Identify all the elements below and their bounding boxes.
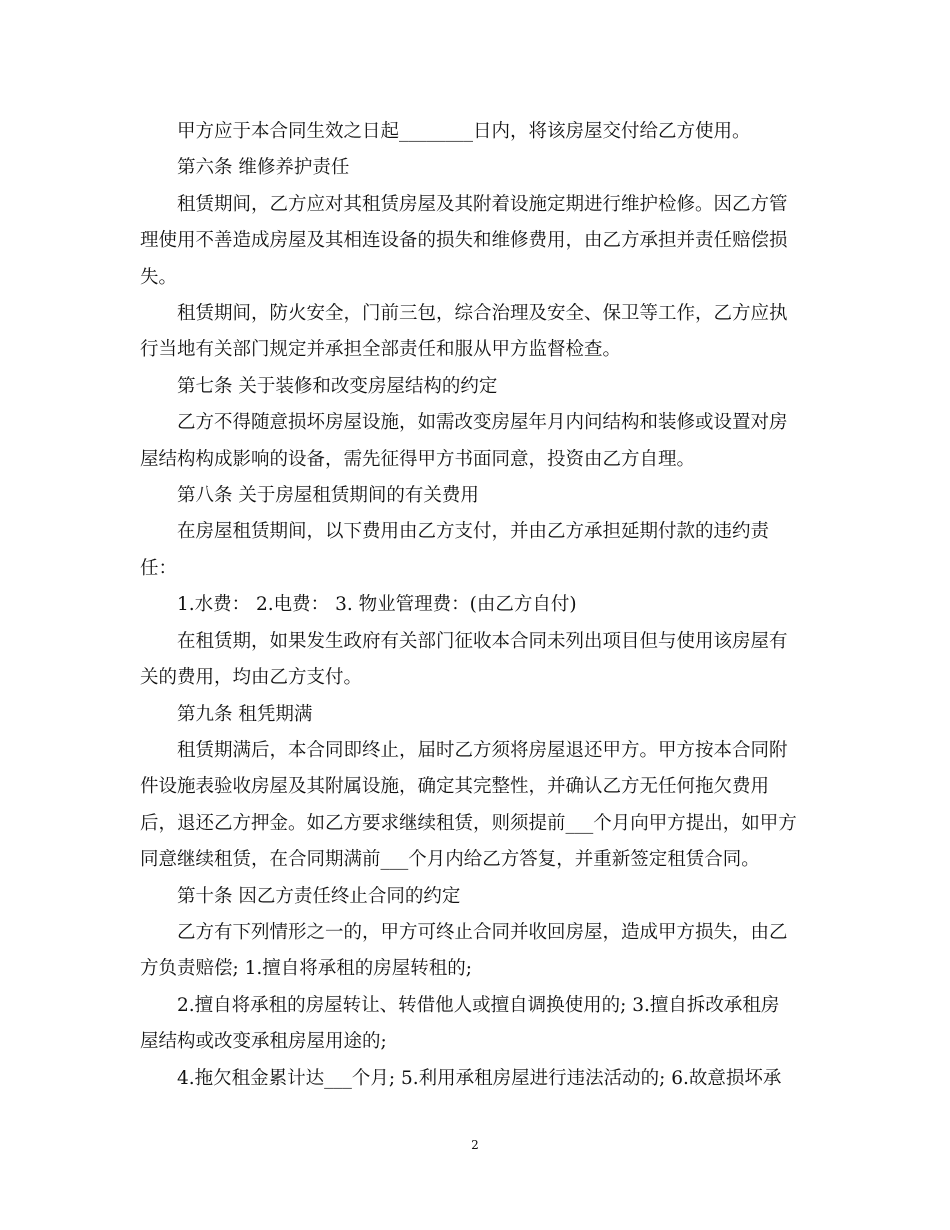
paragraph bbox=[140, 733, 812, 879]
text-line: 第十条 因乙方责任终止合同的约定 bbox=[177, 885, 461, 907]
text-line: 同意继续租赁，在合同期满前___个月内给乙方答复，并重新签定租赁合同。 bbox=[140, 849, 760, 871]
text-line: 第九条 租凭期满 bbox=[177, 703, 313, 725]
text-line: 理使用不善造成房屋及其相连设备的损失和维修费用，由乙方承担并责任赔偿损 bbox=[140, 230, 788, 252]
article-heading bbox=[140, 150, 812, 186]
text-line: 第八条 关于房屋租赁期间的有关费用 bbox=[177, 485, 479, 507]
text-line: 任： bbox=[140, 557, 178, 579]
text-line: 1.水费： 2.电费： 3. 物业管理费：(由乙方自付) bbox=[177, 594, 577, 616]
paragraph bbox=[140, 988, 812, 1061]
text-line: 在房屋租赁期间，以下费用由乙方支付，并由乙方承担延期付款的违约责 bbox=[177, 521, 770, 543]
paragraph bbox=[140, 587, 812, 623]
page-number: 2 bbox=[471, 1138, 479, 1152]
text-line: 方负责赔偿; 1.擅自将承租的房屋转租的; bbox=[140, 958, 472, 980]
article-heading bbox=[140, 879, 812, 915]
text-line: 关的费用，均由乙方支付。 bbox=[140, 667, 363, 689]
text-line: 乙方不得随意损坏房屋设施，如需改变房屋年月内问结构和装修或设置对房 bbox=[177, 412, 788, 434]
paragraph bbox=[140, 514, 812, 587]
paragraph bbox=[140, 624, 812, 697]
text-line: 第六条 维修养护责任 bbox=[177, 157, 350, 179]
text-line: 屋结构构成影响的设备，需先征得甲方书面同意，投资由乙方自理。 bbox=[140, 448, 696, 470]
text-line: 失。 bbox=[140, 266, 178, 288]
paragraph bbox=[140, 405, 812, 478]
text-line: 甲方应于本合同生效之日起________日内，将该房屋交付给乙方使用。 bbox=[177, 121, 751, 142]
text-line: 在租赁期，如果发生政府有关部门征收本合同未列出项目但与使用该房屋有 bbox=[177, 630, 788, 652]
text-line: 租赁期间，乙方应对其租赁房屋及其附着设施定期进行维护检修。因乙方管 bbox=[177, 193, 788, 215]
paragraph bbox=[140, 114, 812, 150]
article-heading bbox=[140, 478, 812, 514]
text-line: 2.擅自将承租的房屋转让、转借他人或擅自调换使用的; 3.擅自拆改承租房 bbox=[177, 994, 780, 1016]
text-line: 租赁期间，防火安全，门前三包，综合治理及安全、保卫等工作，乙方应执 bbox=[177, 303, 788, 325]
document-body bbox=[140, 114, 812, 1097]
paragraph bbox=[140, 1061, 812, 1097]
text-line: 屋结构或改变承租房屋用途的; bbox=[140, 1031, 387, 1053]
text-line: 行当地有关部门规定并承担全部责任和服从甲方监督检查。 bbox=[140, 339, 622, 361]
text-line: 件设施表验收房屋及其附属设施，确定其完整性，并确认乙方无任何拖欠费用 bbox=[140, 776, 770, 798]
text-line: 4.拖欠租金累计达___个月; 5.利用承租房屋进行违法活动的; 6.故意损坏承 bbox=[177, 1067, 782, 1089]
text-line: 后，退还乙方押金。如乙方要求继续租赁，则须提前___个月向甲方提出，如甲方 bbox=[140, 812, 797, 834]
text-line: 租赁期满后，本合同即终止，届时乙方须将房屋退还甲方。甲方按本合同附 bbox=[177, 739, 788, 761]
text-line: 第七条 关于装修和改变房屋结构的约定 bbox=[177, 375, 498, 397]
article-heading bbox=[140, 369, 812, 405]
paragraph bbox=[140, 296, 812, 369]
text-line: 乙方有下列情形之一的，甲方可终止合同并收回房屋，造成甲方损失，由乙 bbox=[177, 921, 788, 943]
paragraph bbox=[140, 187, 812, 296]
paragraph bbox=[140, 915, 812, 988]
article-heading bbox=[140, 697, 812, 733]
